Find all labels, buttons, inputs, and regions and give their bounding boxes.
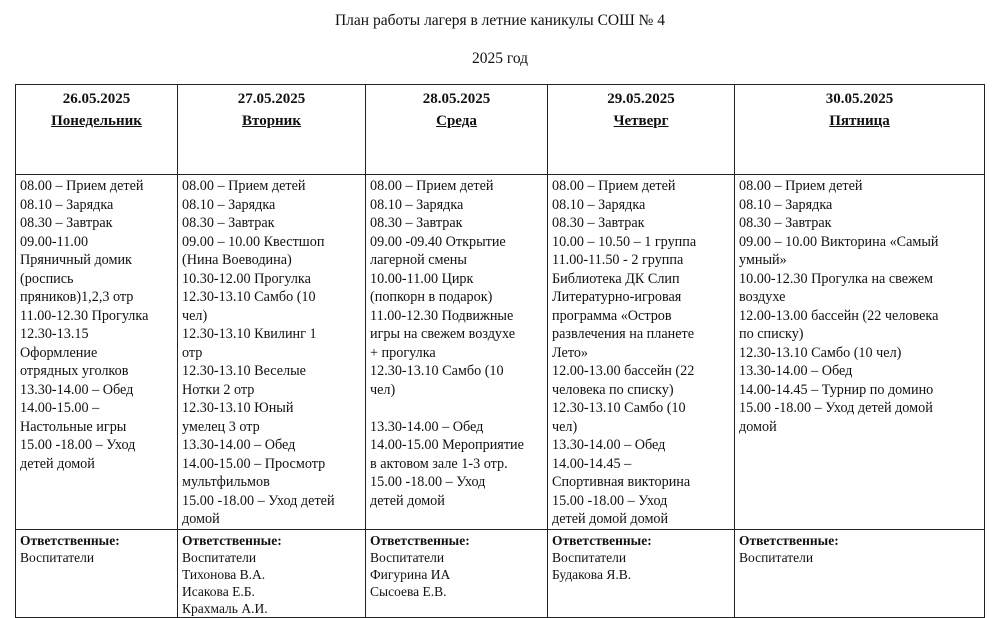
schedule-line: 12.30-13.10 Самбо (10 чел) [739,344,902,361]
schedule-line: 15.00 -18.00 – Уход детей [182,492,335,509]
schedule-line: 08.10 – Зарядка [552,196,646,213]
responsible-cell [366,529,548,617]
schedule-line: 14.00-15.00 – [20,400,100,416]
responsible-row [16,529,985,617]
schedule-line: (попкорн в подарок) [370,289,493,305]
day-schedule [178,175,366,530]
date-label: 29.05.2025 [607,91,675,107]
schedule-line: 08.30 – Завтрак [182,215,275,231]
schedule-table [15,84,985,618]
schedule-line: детей домой [20,455,95,472]
day-header [366,85,548,175]
responsible-person: Сысоева Е.В. [370,583,447,599]
responsible-person: Будакова Я.В. [552,566,632,582]
schedule-line: 09.00 -09.40 Открытие [370,233,506,250]
day-header [548,85,735,175]
schedule-line: 15.00 -18.00 – Уход [20,437,136,453]
schedule-line: лагерной смены [370,252,467,268]
schedule-line: развлечения на планете [552,326,695,342]
schedule-line: 08.30 – Завтрак [20,215,113,231]
schedule-line: человека по списку) [552,381,674,398]
schedule-line: программа «Остров [552,307,672,324]
schedule-line: пряников)1,2,3 отр [20,289,134,305]
schedule-line: 10.00-11.00 Цирк [370,270,474,287]
schedule-line: Нотки 2 отр [182,381,255,398]
schedule-line: воздухе [739,289,786,305]
day-schedule [16,175,178,530]
schedule-line: Лето» [552,344,589,361]
responsible-label: Ответственные: [20,532,120,548]
day-header [178,85,366,175]
weekday-label: Пятница [829,113,890,129]
date-label: 30.05.2025 [825,91,894,107]
schedule-line: 13.30-14.00 – Обед [552,437,666,453]
schedule-line: 14.00-15.00 – Просмотр [182,455,326,472]
document-year: 2025 год [471,50,529,67]
schedule-line: 12.30-13.10 Квилинг 1 [182,326,317,342]
responsible-label: Ответственные: [370,532,470,548]
schedule-line: 14.00-15.00 Мероприятие [370,437,524,453]
schedule-line: детей домой домой [552,511,669,527]
schedule-line: домой [182,511,220,527]
schedule-line: 08.10 – Зарядка [739,196,833,213]
schedule-line: в актовом зале 1-3 отр. [370,455,508,472]
schedule-line: 11.00-11.50 - 2 группа [552,252,684,268]
responsible-cell [548,529,735,617]
schedule-line: Оформление [20,344,98,361]
schedule-line: умелец 3 отр [182,418,260,435]
schedule-line: Библиотека ДК Слип [552,270,680,287]
day-schedule [548,175,735,530]
responsible-label: Ответственные: [182,532,282,548]
date-label: 26.05.2025 [62,91,131,107]
schedule-line: 12.00-13.00 бассейн (22 человека [739,307,939,324]
schedule-line: 12.30-13.10 Самбо (10 [552,400,686,416]
responsible-person: Воспитатели [182,549,257,565]
schedule-line: Спортивная викторина [552,474,691,490]
day-schedule [735,175,985,530]
schedule-line: 12.00-13.00 бассейн (22 [552,363,695,379]
schedule-line: игры на свежем воздухе [370,326,516,342]
responsible-cell [735,529,985,617]
schedule-line: 08.00 – Прием детей [370,178,494,194]
schedule-line: 15.00 -18.00 – Уход [370,474,486,490]
schedule-line: 13.30-14.00 – Обед [20,381,134,398]
responsible-label: Ответственные: [552,532,652,548]
schedule-line: 09.00 – 10.00 Квестшоп [182,233,325,250]
schedule-line: Настольные игры [20,418,127,435]
schedule-line: 08.30 – Завтрак [739,215,832,231]
schedule-line: 08.00 – Прием детей [20,178,144,194]
schedule-line: 15.00 -18.00 – Уход детей домой [739,400,933,416]
schedule-line: 12.30-13.10 Юный [182,400,294,416]
schedule-line: 12.30-13.10 Самбо (10 [182,289,316,305]
schedule-line: (роспись [20,270,74,287]
schedule-line: Пряничный домик [20,252,132,268]
day-schedule [366,175,548,530]
schedule-line: 08.30 – Завтрак [552,215,645,231]
schedule-line: 11.00-12.30 Подвижные [370,307,514,324]
header-row [16,85,985,175]
schedule-line: 09.00 – 10.00 Викторина «Самый [739,233,939,250]
schedule-line: отр [182,344,203,361]
schedule-line: по списку) [739,326,804,342]
responsible-person: Воспитатели [552,549,627,565]
weekday-label: Понедельник [51,113,142,129]
schedule-line: 08.00 – Прием детей [739,178,863,194]
responsible-person: Воспитатели [20,549,95,565]
schedule-row [16,175,985,530]
schedule-line: 12.30-13.15 [20,326,89,342]
schedule-line: мультфильмов [182,474,270,490]
schedule-line: чел) [370,381,396,398]
schedule-line: 08.10 – Зарядка [370,196,464,213]
responsible-person: Исакова Е.Б. [182,583,255,599]
schedule-line: 09.00-11.00 [20,233,89,250]
schedule-line: 08.30 – Завтрак [370,215,463,231]
schedule-line: + прогулка [370,344,436,361]
schedule-line: детей домой [370,492,445,509]
schedule-line: 12.30-13.10 Самбо (10 [370,363,504,379]
schedule-line: чел) [552,418,578,435]
schedule-line: чел) [182,307,208,324]
document-title: План работы лагеря в летние каникулы СОШ № 4 [334,12,666,29]
responsible-person: Крахмаль А.И. [182,600,268,616]
schedule-line: 08.10 – Зарядка [182,196,276,213]
schedule-line: 08.00 – Прием детей [552,178,676,194]
schedule-line: 14.00-14.45 – [552,455,632,472]
responsible-cell [178,529,366,617]
responsible-person: Воспитатели [370,549,445,565]
responsible-person: Воспитатели [739,549,814,565]
day-header [735,85,985,175]
schedule-line: (Нина Воеводина) [182,252,292,268]
responsible-label: Ответственные: [739,532,839,548]
date-label: 27.05.2025 [237,91,306,107]
weekday-label: Четверг [613,113,669,129]
weekday-label: Среда [436,113,477,129]
schedule-line: 08.00 – Прием детей [182,178,306,194]
schedule-line: Литературно-игровая [552,289,682,305]
schedule-line: 13.30-14.00 – Обед [739,363,853,379]
schedule-line: 12.30-13.10 Веселые [182,363,306,379]
schedule-line: 10.00 – 10.50 – 1 группа [552,233,697,250]
responsible-cell [16,529,178,617]
schedule-line: 10.30-12.00 Прогулка [182,270,311,287]
schedule-line: 08.10 – Зарядка [20,196,114,213]
schedule-line: домой [739,418,777,435]
schedule-line: 15.00 -18.00 – Уход [552,492,668,509]
schedule-line: отрядных уголков [20,363,129,379]
weekday-label: Вторник [242,113,301,129]
schedule-line: умный» [739,252,787,268]
spacer [370,399,543,418]
day-header [16,85,178,175]
date-label: 28.05.2025 [422,91,491,107]
schedule-line: 13.30-14.00 – Обед [182,437,296,453]
schedule-line: 14.00-14.45 – Турнир по домино [739,381,934,398]
schedule-line: 13.30-14.00 – Обед [370,418,484,435]
responsible-person: Фигурина ИА [370,566,451,582]
schedule-line: 11.00-12.30 Прогулка [20,307,149,324]
responsible-person: Тихонова В.А. [182,566,266,582]
schedule-line: 10.00-12.30 Прогулка на свежем [739,270,933,287]
